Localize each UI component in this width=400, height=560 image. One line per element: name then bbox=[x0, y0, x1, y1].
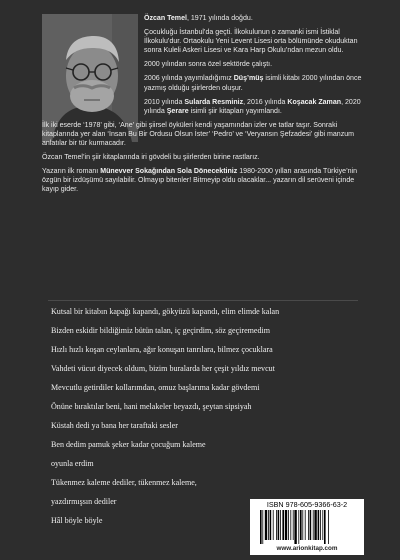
bio-paragraph: 2000 yılından sonra özel sektörde çalıştı. bbox=[144, 61, 273, 69]
barcode-image bbox=[258, 510, 356, 544]
publisher-url: www.arionkitap.com bbox=[276, 545, 338, 552]
barcode-bar bbox=[285, 510, 287, 540]
bio-text: isimli kitabı 2000 yılından önce yazmış olduğu şiirlerden oluşur. bbox=[144, 75, 362, 92]
barcode-bar bbox=[278, 510, 280, 540]
bio-paragraph: Çocukluğu İstanbul’da geçti. İlkokulunun o zamanki ismi İstiklal İlkokulu’dur. Ortaokulu Yeni Levent Lisesi orta bölümünde okuduktan sonra Kuleli Askeri Lisesi ve Kara Harp Okulu’ndan mezun oldu. bbox=[144, 29, 358, 55]
barcode-bar bbox=[322, 510, 323, 540]
barcode-bar bbox=[298, 510, 299, 544]
barcode-bar bbox=[260, 510, 262, 544]
bio-text: Yazarın ilk romanı bbox=[42, 168, 101, 176]
barcode-bar bbox=[294, 510, 296, 544]
bio-paragraph bbox=[42, 74, 362, 92]
poem-line: Mevcutlu getirdiler kollarımdan, omuz başlarıma kadar gövdemi bbox=[51, 383, 260, 392]
author-bio bbox=[42, 14, 362, 200]
poem-line: Hâl böyle böyle bbox=[51, 516, 103, 525]
barcode-bar bbox=[314, 510, 316, 540]
barcode-bar bbox=[310, 510, 312, 540]
barcode-bar bbox=[280, 510, 281, 540]
barcode-bar bbox=[324, 510, 326, 544]
book-title: Şerare bbox=[166, 107, 189, 115]
bio-paragraph: İlk iki eserde ‘1978’ gibi, ‘Ane’ gibi şiirsel öyküleri kendi yaşamından izler ve tatlar taşır. Sonraki kitaplarında yer alan ‘İnsan Bu Bir Ordusu Olsun İster’ ‘Pedro’ ve ‘Veryansın Şefzadesi’ gibi manzum anlatılar bir tür kurmacadır. bbox=[42, 121, 355, 148]
bio-paragraph bbox=[42, 167, 362, 194]
book-title: Sularda Resminiz bbox=[184, 98, 244, 106]
barcode-bar bbox=[270, 510, 272, 540]
book-title: Düş’müş bbox=[233, 75, 264, 83]
poem-line: Önüne bıraktılar beni, hani melakeler beyazdı, şeytan sipsiyah bbox=[51, 402, 252, 411]
book-title: Koşacak Zaman bbox=[287, 98, 342, 106]
bio-text: , 2020 yılında bbox=[144, 98, 361, 115]
barcode-bar bbox=[273, 510, 274, 540]
poem-line: yazdırmışsın dediler bbox=[51, 497, 117, 506]
barcode-bar bbox=[288, 510, 289, 540]
barcode-label bbox=[250, 499, 364, 555]
novel-title: Münevver Sokağından Sola Dönecektiniz bbox=[100, 168, 238, 176]
section-divider bbox=[48, 300, 358, 301]
bio-text: , 2016 yılında bbox=[243, 98, 288, 106]
barcode-bar bbox=[282, 510, 284, 540]
barcode-bar bbox=[276, 510, 277, 540]
bio-text: isimli şiir kitapları yayımlandı. bbox=[188, 107, 282, 115]
bio-text: 2010 yılında bbox=[144, 98, 185, 106]
barcode-bar bbox=[305, 510, 306, 540]
poem-line: Hızlı hızlı koşan ceylanlara, ağır konuşan tanrılara, bilmez çocuklara bbox=[51, 345, 273, 354]
barcode-bar bbox=[268, 510, 269, 540]
poem-line: Küstah dedi ya bana her taraftaki sesler bbox=[51, 421, 178, 430]
barcode-bar bbox=[293, 510, 294, 540]
poem-line: Tükenmez kaleme dediler, tükenmez kaleme, bbox=[51, 478, 197, 487]
poem-line: oyunla erdim bbox=[51, 459, 94, 468]
barcode-bar bbox=[302, 510, 303, 540]
bio-paragraph: Özcan Temel’in şiir kitaplarında iri gövdeli bu şiirlerden birine rastlarız. bbox=[42, 154, 260, 162]
barcode-bar bbox=[300, 510, 302, 540]
bio-text: 1980-2000 yılları arasında Türkiye’nin özgün bir izdüşümü sayılabilir. Olmayıp bitenler! Bitmeyip oldu olacaklar... yazarın dil serüveni içinde kayıp gider. bbox=[42, 168, 358, 194]
poem-line: Kutsal bir kitabın kapağı kapandı, gökyüzü kapandı, elim elimde kalan bbox=[51, 307, 280, 316]
isbn-number: ISBN 978-605-9366-63-2 bbox=[266, 500, 348, 509]
barcode-bar bbox=[328, 510, 329, 544]
bio-text: 2006 yılında yayımladığımız bbox=[144, 75, 234, 83]
author-name: Özcan Temel bbox=[144, 15, 187, 22]
barcode-bar bbox=[313, 510, 314, 540]
barcode-bar bbox=[308, 510, 309, 540]
barcode-bar bbox=[290, 510, 291, 540]
poem-line: Vahdeti vücut diyecek oldum, bizim buralarda her çeşit yıldız mevcut bbox=[51, 364, 275, 373]
bio-paragraph bbox=[42, 98, 362, 116]
barcode-bar bbox=[320, 510, 321, 540]
bio-text: , 1971 yılında doğdu. bbox=[186, 15, 253, 22]
bio-paragraph bbox=[42, 14, 362, 23]
barcode-bar bbox=[262, 510, 263, 544]
barcode-bar bbox=[265, 510, 267, 540]
poem-line: Ben dedim pamuk şeker kadar çocuğum kaleme bbox=[51, 440, 206, 449]
poem-line: Bizden eskidir bildiğimiz bütün talan, iç geçirdim, söz geçiremedim bbox=[51, 326, 270, 335]
barcode-bar bbox=[318, 510, 320, 540]
